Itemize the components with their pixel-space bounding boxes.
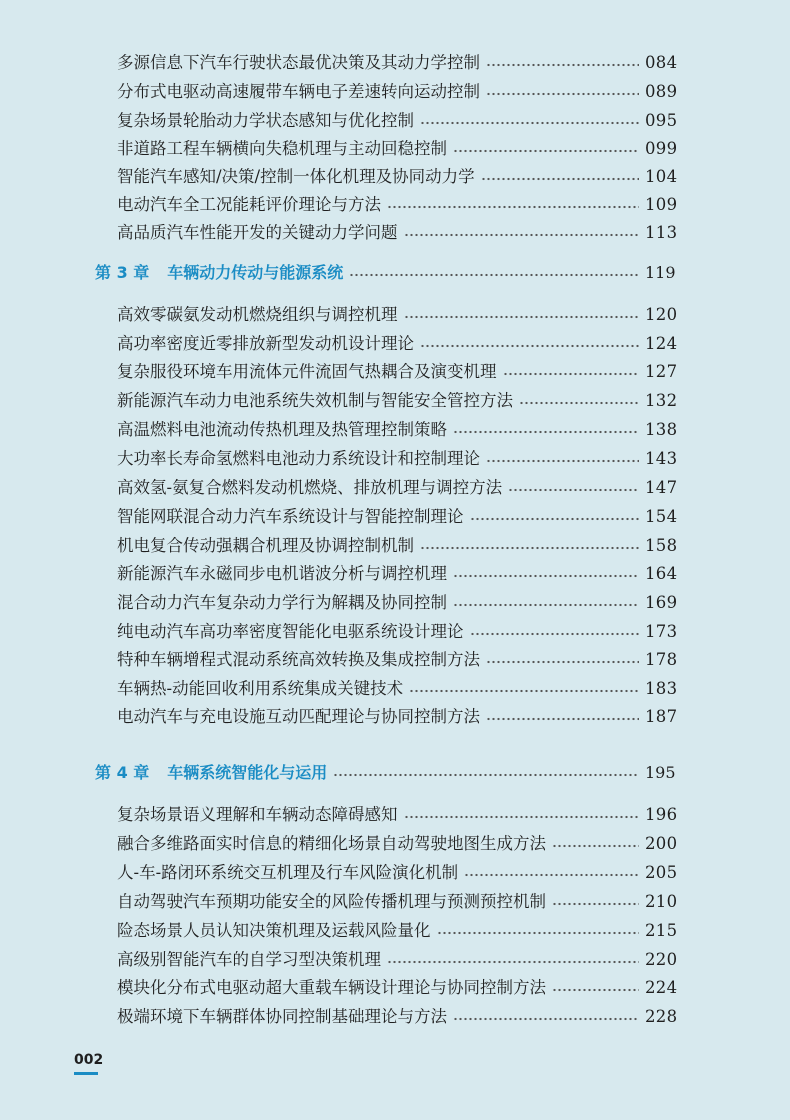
toc-entry[interactable]: [117, 104, 678, 132]
entry-page: 104: [645, 167, 678, 186]
entry-title: 智能汽车感知/决策/控制一体化机理及协同动力学: [117, 167, 475, 186]
entry-page: 147: [645, 478, 678, 497]
toc-entry[interactable]: [117, 700, 678, 728]
leader-dots: [453, 1016, 639, 1022]
leader-dots: [404, 814, 640, 820]
leader-dots: [453, 429, 639, 435]
entry-title: 高功率密度近零排放新型发动机设计理论: [117, 334, 414, 353]
leader-dots: [481, 176, 639, 182]
entry-title: 机电复合传动强耦合机理及协调控制机制: [117, 536, 414, 555]
chapter-number: 第 4 章: [95, 763, 150, 782]
entry-page: 200: [645, 834, 678, 853]
entry-page: 109: [645, 195, 678, 214]
toc-entry[interactable]: [117, 216, 678, 244]
entry-page: 169: [645, 593, 678, 612]
leader-dots: [552, 901, 639, 907]
entry-page: 205: [645, 863, 678, 882]
leader-dots: [453, 602, 639, 608]
leader-dots: [420, 120, 639, 126]
leader-dots: [453, 573, 639, 579]
leader-dots: [552, 987, 639, 993]
leader-dots: [470, 516, 640, 522]
entry-title: 新能源汽车永磁同步电机谐波分析与调控机理: [117, 564, 447, 583]
entry-page: 164: [645, 564, 678, 583]
entry-page: 158: [645, 536, 678, 555]
entry-page: 154: [645, 507, 678, 526]
entry-page: 095: [645, 111, 678, 130]
toc-entry[interactable]: [117, 413, 678, 441]
toc-entry[interactable]: [117, 188, 678, 216]
entry-page: 099: [645, 139, 678, 158]
entry-title: 分布式电驱动高速履带车辆电子差速转向运动控制: [117, 82, 480, 101]
entry-title: 智能网联混合动力汽车系统设计与智能控制理论: [117, 507, 464, 526]
toc-entry[interactable]: [117, 827, 678, 855]
leader-dots: [420, 545, 639, 551]
entry-page: 173: [645, 622, 678, 641]
leader-dots: [464, 872, 639, 878]
leader-dots: [437, 930, 640, 936]
leader-dots: [387, 959, 639, 965]
entry-title: 融合多维路面实时信息的精细化场景自动驾驶地图生成方法: [117, 834, 546, 853]
toc-entry[interactable]: [117, 856, 678, 884]
entry-page: 138: [645, 420, 678, 439]
entry-page: 220: [645, 950, 678, 969]
leader-dots: [453, 148, 639, 154]
leader-dots: [420, 343, 639, 349]
toc-entry[interactable]: [117, 914, 678, 942]
toc-entry[interactable]: [117, 798, 678, 826]
toc-entry[interactable]: [117, 442, 678, 470]
toc-entry[interactable]: [117, 75, 678, 103]
entry-title: 新能源汽车动力电池系统失效机制与智能安全管控方法: [117, 391, 513, 410]
toc-entry[interactable]: [117, 500, 678, 528]
toc-entry[interactable]: [117, 384, 678, 412]
chapter-title: 车辆系统智能化与运用: [167, 763, 328, 782]
leader-dots: [333, 772, 639, 778]
entry-title: 极端环境下车辆群体协同控制基础理论与方法: [117, 1007, 447, 1026]
leader-dots: [349, 272, 639, 278]
chapter-page: 119: [645, 263, 676, 282]
leader-dots: [486, 659, 639, 665]
entry-page: 124: [645, 334, 678, 353]
page-number-underline: [74, 1072, 98, 1075]
entry-page: 120: [645, 305, 678, 324]
entry-title: 混合动力汽车复杂动力学行为解耦及协同控制: [117, 593, 447, 612]
entry-page: 132: [645, 391, 678, 410]
entry-title: 高效零碳氨发动机燃烧组织与调控机理: [117, 305, 398, 324]
entry-title: 模块化分布式电驱动超大重载车辆设计理论与协同控制方法: [117, 978, 546, 997]
entry-title: 车辆热-动能回收利用系统集成关键技术: [117, 679, 404, 698]
chapter-4-heading[interactable]: [95, 756, 675, 784]
entry-title: 多源信息下汽车行驶状态最优决策及其动力学控制: [117, 53, 480, 72]
chapter-page: 195: [645, 763, 676, 782]
entry-title: 高温燃料电池流动传热机理及热管理控制策略: [117, 420, 447, 439]
entry-title: 纯电动汽车高功率密度智能化电驱系统设计理论: [117, 622, 464, 641]
entry-page: 113: [645, 223, 678, 242]
toc-entry[interactable]: [117, 529, 678, 557]
toc-entry[interactable]: [117, 471, 678, 499]
entry-page: 084: [645, 53, 678, 72]
leader-dots: [503, 371, 640, 377]
toc-entry[interactable]: [117, 586, 678, 614]
entry-title: 复杂场景语义理解和车辆动态障碍感知: [117, 805, 398, 824]
entry-page: 127: [645, 362, 678, 381]
entry-title: 复杂服役环境车用流体元件流固气热耦合及演变机理: [117, 362, 497, 381]
leader-dots: [387, 204, 639, 210]
entry-page: 215: [645, 921, 678, 940]
entry-page: 089: [645, 82, 678, 101]
toc-entry[interactable]: [117, 672, 678, 700]
entry-page: 143: [645, 449, 678, 468]
leader-dots: [470, 631, 640, 637]
leader-dots: [404, 232, 640, 238]
entry-page: 228: [645, 1007, 678, 1026]
toc-entry[interactable]: [117, 160, 678, 188]
leader-dots: [409, 688, 639, 694]
leader-dots: [486, 62, 639, 68]
entry-page: 210: [645, 892, 678, 911]
toc-entry[interactable]: [117, 557, 678, 585]
toc-entry[interactable]: [117, 643, 678, 671]
page-number: 002: [74, 1052, 104, 1068]
entry-title: 特种车辆增程式混动系统高效转换及集成控制方法: [117, 650, 480, 669]
chapter-3-heading[interactable]: [95, 256, 675, 284]
entry-page: 183: [645, 679, 678, 698]
leader-dots: [404, 314, 640, 320]
entry-title: 非道路工程车辆横向失稳机理与主动回稳控制: [117, 139, 447, 158]
leader-dots: [508, 487, 639, 493]
toc-entry[interactable]: [117, 355, 678, 383]
toc-entry[interactable]: [117, 1000, 678, 1028]
toc-entry[interactable]: [117, 971, 678, 999]
entry-page: 178: [645, 650, 678, 669]
leader-dots: [519, 400, 639, 406]
entry-title: 高品质汽车性能开发的关键动力学问题: [117, 223, 398, 242]
entry-page: 224: [645, 978, 678, 997]
entry-title: 人-车-路闭环系统交互机理及行车风险演化机制: [117, 863, 459, 882]
chapter-title: 车辆动力传动与能源系统: [167, 263, 344, 282]
leader-dots: [486, 91, 639, 97]
leader-dots: [486, 458, 639, 464]
entry-title: 高级别智能汽车的自学习型决策机理: [117, 950, 381, 969]
entry-title: 高效氢-氨复合燃料发动机燃烧、排放机理与调控方法: [117, 478, 503, 497]
leader-dots: [486, 716, 639, 722]
entry-title: 大功率长寿命氢燃料电池动力系统设计和控制理论: [117, 449, 480, 468]
toc-entry[interactable]: [117, 46, 678, 74]
entry-title: 复杂场景轮胎动力学状态感知与优化控制: [117, 111, 414, 130]
leader-dots: [552, 843, 639, 849]
toc-entry[interactable]: [117, 298, 678, 326]
toc-entry[interactable]: [117, 885, 678, 913]
toc-entry[interactable]: [117, 943, 678, 971]
entry-page: 187: [645, 707, 678, 726]
entry-title: 电动汽车与充电设施互动匹配理论与协同控制方法: [117, 707, 480, 726]
entry-page: 196: [645, 805, 678, 824]
entry-title: 电动汽车全工况能耗评价理论与方法: [117, 195, 381, 214]
entry-title: 险态场景人员认知决策机理及运载风险量化: [117, 921, 431, 940]
toc-entry[interactable]: [117, 327, 678, 355]
chapter-number: 第 3 章: [95, 263, 150, 282]
toc-entry[interactable]: [117, 615, 678, 643]
toc-entry[interactable]: [117, 132, 678, 160]
entry-title: 自动驾驶汽车预期功能安全的风险传播机理与预测预控机制: [117, 892, 546, 911]
